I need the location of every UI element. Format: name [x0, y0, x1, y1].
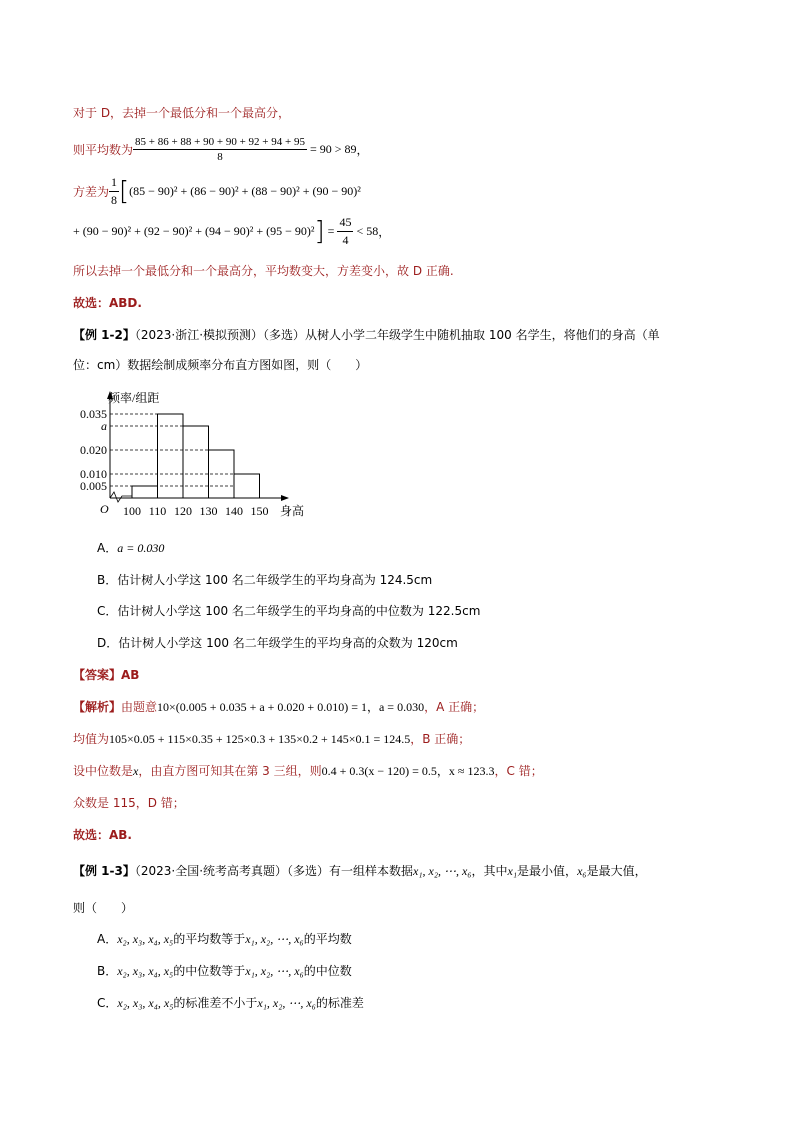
axis-break: [110, 492, 132, 502]
x-tick-label: 150: [250, 504, 269, 518]
analysis-2-math: 105×0.05 + 115×0.35 + 125×0.3 + 135×0.2 + 145×0.1 = 124.5: [109, 732, 411, 746]
x-tick-label: 110: [148, 504, 167, 518]
d-var-line2: [73, 215, 390, 248]
option-set1: x₂, x₃, x₄, x₅: [117, 932, 174, 946]
answer-label: 【答案】: [73, 668, 122, 682]
ex13-question-mid2: 是最小值，: [517, 864, 578, 878]
ex12-question-line1: [73, 326, 660, 343]
option-text: 估计树人小学这 100 名二年级学生的平均身高的中位数为 122.5cm: [117, 604, 481, 618]
d-var-prefix: 方差为: [73, 185, 110, 199]
option-text: 估计树人小学这 100 名二年级学生的平均身高的众数为 120cm: [118, 636, 458, 650]
ex12-analysis-1: [73, 698, 484, 715]
d-var-terms-1: (85 − 90)² + (86 − 90)² + (88 − 90)² + (90 − 90)²: [129, 184, 361, 198]
option-tail: 的中位数: [303, 964, 352, 978]
d-mean-result: = 90 > 89: [309, 142, 357, 156]
option-letter: B．: [97, 964, 118, 978]
x-tick-label: 100: [123, 504, 141, 518]
option-set2: x₁, x₂, ⋯, x₆: [245, 932, 304, 946]
d-mean-fraction: [133, 136, 307, 163]
d-var-result-num: 45: [337, 215, 353, 232]
y-tick-label: 0.010: [80, 467, 107, 481]
d-var-terms-2: + (90 − 90)² + (92 − 90)² + (94 − 90)² + (95 − 90)²: [73, 224, 315, 238]
ex12-question-line2: 位：cm）数据绘制成频率分布直方图如图，则（ ）: [73, 358, 368, 372]
x-tick-label: 140: [225, 504, 243, 518]
option-text: 估计树人小学这 100 名二年级学生的平均身高为 124.5cm: [117, 573, 433, 587]
histogram-bar-110-120: [158, 414, 184, 498]
d-var-result-fraction: [337, 215, 353, 248]
option-letter: A．: [97, 541, 118, 555]
analysis-3-math2: ，x ≈ 123.3: [436, 764, 495, 778]
option-letter: C．: [97, 996, 118, 1010]
ex12-option-d[interactable]: [97, 634, 458, 651]
ex13-label: 【例 1-3】: [73, 864, 135, 878]
d-mean-line: [73, 136, 369, 163]
ex13-option-c[interactable]: [97, 994, 364, 1011]
option-mid: 的中位数等于: [173, 964, 246, 978]
d-var-equals: =: [327, 224, 335, 238]
analysis-1-post: ，A 正确；: [424, 700, 485, 714]
ex12-label: 【例 1-2】: [73, 328, 135, 342]
ex13-question-line1: [73, 862, 647, 879]
x-tick-label: 130: [199, 504, 218, 518]
ex13-option-a[interactable]: [97, 930, 352, 947]
d-mean-comma: ，: [356, 143, 369, 157]
histogram-bar-100-110: [132, 486, 158, 498]
histogram-bar-120-130: [183, 426, 209, 498]
ex12-analysis-4: 众数是 115，D 错；: [73, 796, 185, 810]
d-intro: 对于 D，去掉一个最低分和一个最高分，: [73, 106, 291, 120]
ex13-question-line2: 则（ ）: [73, 901, 134, 915]
x-axis-label: 身高: [280, 504, 305, 518]
answer-value: AB: [121, 668, 140, 682]
d-var-close-bracket: ]: [314, 216, 325, 247]
y-tick-label: 0.005: [80, 479, 107, 493]
ex13-question-x1: x₁: [507, 864, 518, 878]
option-set1: x₂, x₃, x₄, x₅: [117, 996, 174, 1010]
ex12-option-a[interactable]: [97, 539, 164, 556]
analysis-label: 【解析】: [73, 700, 122, 714]
option-mid: 的平均数等于: [173, 932, 246, 946]
d-mean-prefix: 则平均数为: [73, 143, 134, 157]
option-letter: D．: [97, 636, 119, 650]
analysis-3-post: ，C 错；: [494, 764, 543, 778]
d-var-line1: [73, 175, 361, 208]
d-var-comma: ，: [378, 225, 391, 239]
d-var-result-den: 4: [342, 233, 349, 247]
d-var-open-bracket: [: [119, 176, 130, 207]
analysis-3-mid: ，由直方图可知其在第 3 三组，则: [138, 764, 322, 778]
ex13-question-pre: （2023·全国·统考高考真题）（多选）有一组样本数据: [134, 864, 414, 878]
ex12-analysis-2: [73, 730, 470, 747]
analysis-2-post: ，B 正确；: [410, 732, 471, 746]
ex12-option-c[interactable]: [97, 602, 480, 619]
ex13-question-mid: ，其中: [471, 864, 508, 878]
option-set1: x₂, x₃, x₄, x₅: [117, 964, 174, 978]
y-tick-label: 0.020: [80, 443, 107, 457]
ex12-option-b[interactable]: [97, 571, 432, 588]
histogram-bar-140-150: [234, 474, 260, 498]
analysis-3-x: x: [133, 764, 139, 778]
y-tick-label: 0.035: [80, 407, 107, 421]
d-var-coefficient: [109, 175, 119, 208]
option-set2: x₁, x₂, ⋯, x₆: [257, 996, 316, 1010]
option-tail: 的平均数: [303, 932, 352, 946]
d-mean-numerator: 85 + 86 + 88 + 90 + 90 + 92 + 94 + 95: [135, 136, 305, 148]
origin-label: O: [100, 502, 109, 516]
option-text: a = 0.030: [117, 541, 165, 555]
ex12-answer: [73, 666, 139, 683]
d-var-coef-den: 8: [111, 193, 118, 207]
frequency-histogram: [70, 384, 320, 524]
y-axis-label: 频率/组距: [108, 391, 160, 405]
d-mean-denominator: 8: [217, 151, 223, 163]
analysis-1-pre: 由题意: [121, 700, 158, 714]
option-set2: x₁, x₂, ⋯, x₆: [245, 964, 304, 978]
option-letter: C．: [97, 604, 118, 618]
d-var-coef-num: 1: [109, 175, 119, 192]
d-answer: 故选：ABD.: [73, 296, 142, 310]
d-conclusion: 所以去掉一个最低分和一个最高分，平均数变大，方差变小，故 D 正确.: [73, 264, 454, 278]
ex12-analysis-3: [73, 762, 543, 779]
analysis-3-math: 0.4 + 0.3(x − 120) = 0.5: [321, 764, 437, 778]
analysis-3-pre: 设中位数是: [73, 764, 134, 778]
x-tick-label: 120: [174, 504, 192, 518]
ex13-question-x6: x₆: [577, 864, 587, 878]
option-tail: 的标准差: [315, 996, 364, 1010]
ex13-question-post: 是最大值，: [586, 864, 647, 878]
option-letter: B．: [97, 573, 118, 587]
option-mid: 的标准差不小于: [173, 996, 258, 1010]
analysis-2-pre: 均值为: [73, 732, 110, 746]
option-letter: A．: [97, 932, 118, 946]
ex12-final-answer: 故选：AB.: [73, 828, 132, 842]
ex12-question-text-1: （2023·浙江·模拟预测）（多选）从树人小学二年级学生中随机抽取 100 名学生，将他们的身高（单: [134, 328, 660, 342]
y-tick-label: a: [101, 419, 107, 433]
d-var-result-tail: < 58: [356, 224, 379, 238]
analysis-1-math: 10×(0.005 + 0.035 + a + 0.020 + 0.010) = 1: [157, 700, 367, 714]
ex13-question-data: x₁, x₂, ⋯, x₆: [413, 864, 472, 878]
analysis-1-math2: ，a = 0.030: [366, 700, 425, 714]
ex13-option-b[interactable]: [97, 962, 352, 979]
